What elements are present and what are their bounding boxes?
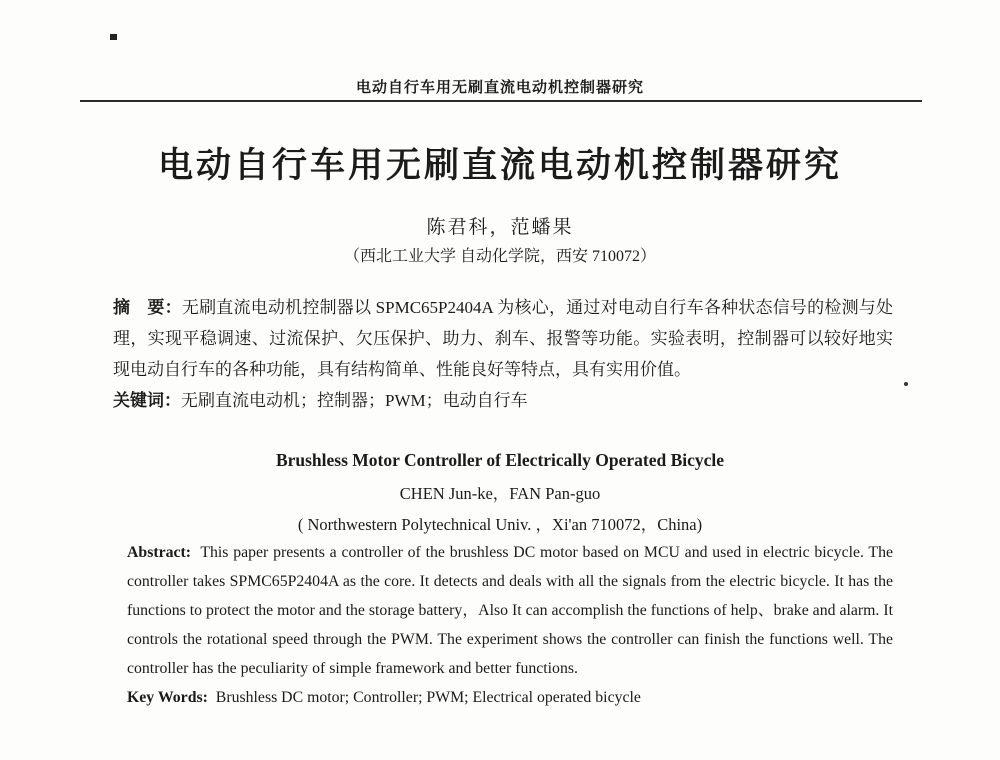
authors-en: CHEN Jun-ke，FAN Pan-guo [399, 484, 601, 503]
scan-artifact-top-left [110, 34, 117, 40]
affiliation-zh: （西北工业大学 自动化学院，西安 710072） [343, 248, 656, 265]
keywords-en-space [208, 689, 216, 706]
title-en: Brushless Motor Controller of Electrically Operated Bicycle [275, 450, 725, 470]
abstract-en-space [191, 544, 200, 561]
keywords-zh-label: 关键词： [113, 391, 181, 410]
abstract-en-label: Abstract: [127, 544, 192, 561]
abstract-en-block [127, 538, 893, 712]
abstract-zh-text: 无刷直流电动机控制器以 SPMC65P2404A 为核心，通过对电动自行车各种状态信号的检测与处理，实现平稳调速、过流保护、欠压保护、助力、刹车、报警等功能。实验表明，控制器可以较好地实现电动自行车的各种功能，具有结构简单、性能良好等特点，具有实用价值。 [113, 298, 894, 379]
abstract-zh-block [113, 292, 893, 416]
keywords-en-text: Brushless DC motor; Controller; PWM; Electrical operated bicycle [215, 689, 641, 706]
affiliation-en: ( Northwestern Polytechnical Univ. ，Xi'an 710072，China) [297, 515, 703, 534]
header-rule [80, 100, 922, 102]
abstract-en-text: This paper presents a controller of the brushless DC motor based on MCU and used in electric bicycle. The controller takes SPMC65P2404A as the core. It detects and deals with all the signals from the electric bicycle. It has the functions to protect the motor and the storage battery，Also It can accomplish the functions of help、brake and alarm. It controls the rotational speed through the PWM. The experiment shows the controller can finish the functions well. The controller has the peculiarity of simple framework and better functions. [127, 544, 893, 677]
abstract-zh-label: 摘 要： [113, 298, 182, 317]
abstract-en-paragraph [127, 538, 893, 683]
authors-zh: 陈君科，范蟠果 [426, 217, 574, 238]
abstract-zh-paragraph [113, 292, 893, 385]
english-heading-block [0, 450, 1000, 535]
keywords-en-paragraph [127, 683, 893, 712]
keywords-zh-text: 无刷直流电动机；控制器；PWM；电动自行车 [181, 391, 528, 410]
paper-title-zh: 电动自行车用无刷直流电动机控制器研究 [157, 146, 842, 185]
keywords-en-label: Key Words: [127, 689, 208, 706]
keywords-zh-paragraph [113, 385, 893, 416]
running-head: 电动自行车用无刷直流电动机控制器研究 [355, 79, 644, 96]
scan-artifact-right-dot [904, 382, 908, 386]
